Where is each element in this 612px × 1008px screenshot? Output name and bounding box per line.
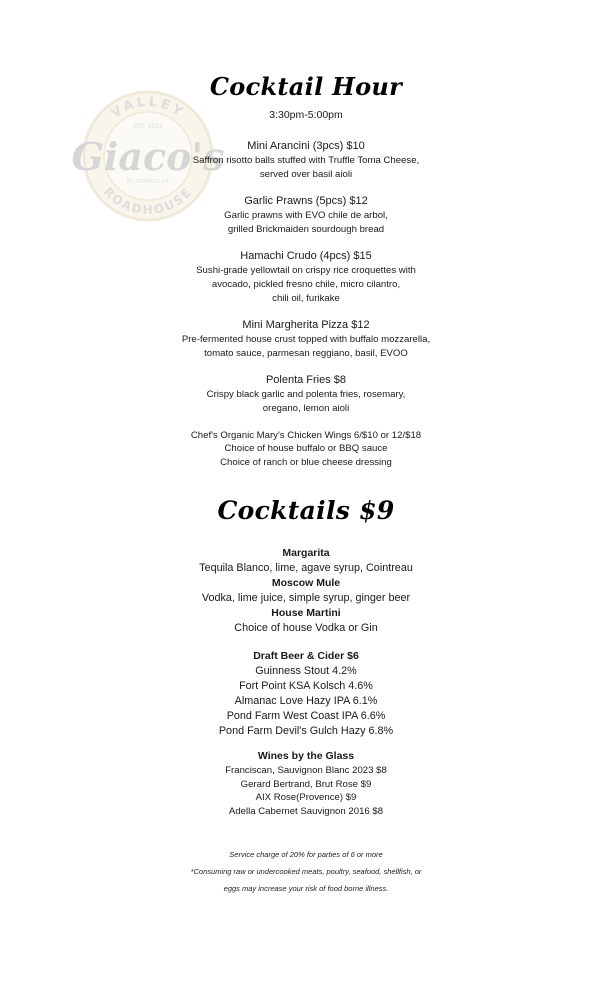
appetizer-desc: Garlic prawns with EVO chile de arbol, bbox=[224, 210, 388, 222]
appetizer-desc: Pre-fermented house crust topped with buffalo mozzarella, bbox=[181, 334, 431, 346]
appetizer-desc: oregano, lemon aioli bbox=[262, 402, 350, 414]
appetizer-desc: Saffron risotto balls stuffed with Truffle Toma Cheese, bbox=[192, 155, 420, 166]
list-item bbox=[0, 139, 612, 181]
service-charge-note: Service charge of 20% for parties of 6 or more bbox=[229, 850, 383, 859]
appetizer-desc: chili oil, furikake bbox=[272, 292, 340, 304]
cocktail-hour-title: Cocktail Hour bbox=[209, 72, 403, 101]
appetizer-list bbox=[0, 139, 612, 482]
cocktail-hour-time: 3:30pm-5:00pm bbox=[269, 109, 343, 121]
beer-item: Guinness Stout 4.2% bbox=[255, 665, 357, 677]
wine-item: AIX Rose(Provence) $9 bbox=[255, 792, 357, 804]
logo-top-text: VALLEY bbox=[108, 94, 188, 122]
wings-desc: Choice of ranch or blue cheese dressing bbox=[220, 456, 392, 468]
appetizer-name: Garlic Prawns (5pcs) $12 bbox=[244, 195, 368, 208]
cocktail-desc: Choice of house Vodka or Gin bbox=[234, 622, 378, 634]
appetizer-name: Mini Margherita Pizza $12 bbox=[242, 319, 370, 332]
logo-script-text: Giaco's bbox=[71, 134, 225, 179]
wings-name: Chef's Organic Mary's Chicken Wings 6/$10 or 12/$18 bbox=[190, 429, 422, 441]
appetizer-name: Hamachi Crudo (4pcs) $15 bbox=[240, 250, 372, 263]
drinks-list bbox=[0, 546, 612, 818]
beer-heading: Draft Beer & Cider $6 bbox=[253, 650, 359, 662]
appetizer-desc: served over basil aioli bbox=[259, 168, 353, 180]
cocktail-name: House Martini bbox=[271, 607, 341, 619]
list-item bbox=[0, 194, 612, 236]
cocktail-desc: Tequila Blanco, lime, agave syrup, Cointreau bbox=[199, 562, 413, 574]
list-item bbox=[0, 429, 612, 470]
list-item bbox=[0, 249, 612, 305]
beer-item: Pond Farm Devil's Gulch Hazy 6.8% bbox=[218, 725, 394, 737]
appetizer-desc: Crispy black garlic and polenta fries, rosemary, bbox=[206, 389, 406, 401]
logo-location-text: EL DORADO CA bbox=[126, 179, 170, 185]
wings-desc: Choice of house buffalo or BBQ sauce bbox=[224, 443, 388, 455]
raw-food-warning: eggs may increase your risk of food borne illness. bbox=[223, 884, 389, 893]
appetizer-name: Polenta Fries $8 bbox=[265, 374, 347, 387]
appetizer-desc: avocado, pickled fresno chile, micro cilantro, bbox=[211, 278, 401, 290]
appetizer-name: Mini Arancini (3pcs) $10 bbox=[247, 140, 365, 152]
appetizer-desc: tomato sauce, parmesan reggiano, basil, EVOO bbox=[204, 347, 408, 359]
logo-bottom-text: ROADHOUSE bbox=[100, 184, 196, 218]
cocktails-title: Cocktails $9 bbox=[217, 496, 395, 525]
beer-item: Fort Point KSA Kolsch 4.6% bbox=[239, 680, 373, 692]
appetizer-desc: grilled Brickmaiden sourdough bread bbox=[227, 223, 385, 235]
logo-est-text: EST. 2022 bbox=[133, 123, 163, 130]
beer-item: Pond Farm West Coast IPA 6.6% bbox=[226, 710, 386, 722]
wine-item: Adella Cabernet Sauvignon 2016 $8 bbox=[228, 805, 384, 817]
list-item bbox=[0, 318, 612, 360]
cocktail-name: Margarita bbox=[282, 547, 330, 559]
footer-notes bbox=[0, 846, 612, 897]
beer-item: Almanac Love Hazy IPA 6.1% bbox=[234, 695, 378, 707]
wines-heading: Wines by the Glass bbox=[257, 750, 355, 762]
wine-item: Gerard Bertrand, Brut Rose $9 bbox=[240, 778, 372, 790]
raw-food-warning: *Consuming raw or undercooked meats, poultry, seafood, shellfish, or bbox=[190, 867, 422, 876]
wine-item: Franciscan, Sauvignon Blanc 2023 $8 bbox=[225, 765, 387, 776]
appetizer-desc: Sushi-grade yellowtail on crispy rice croquettes with bbox=[196, 265, 416, 277]
cocktail-name: Moscow Mule bbox=[271, 577, 341, 589]
cocktail-desc: Vodka, lime juice, simple syrup, ginger beer bbox=[201, 592, 411, 604]
list-item bbox=[0, 373, 612, 415]
